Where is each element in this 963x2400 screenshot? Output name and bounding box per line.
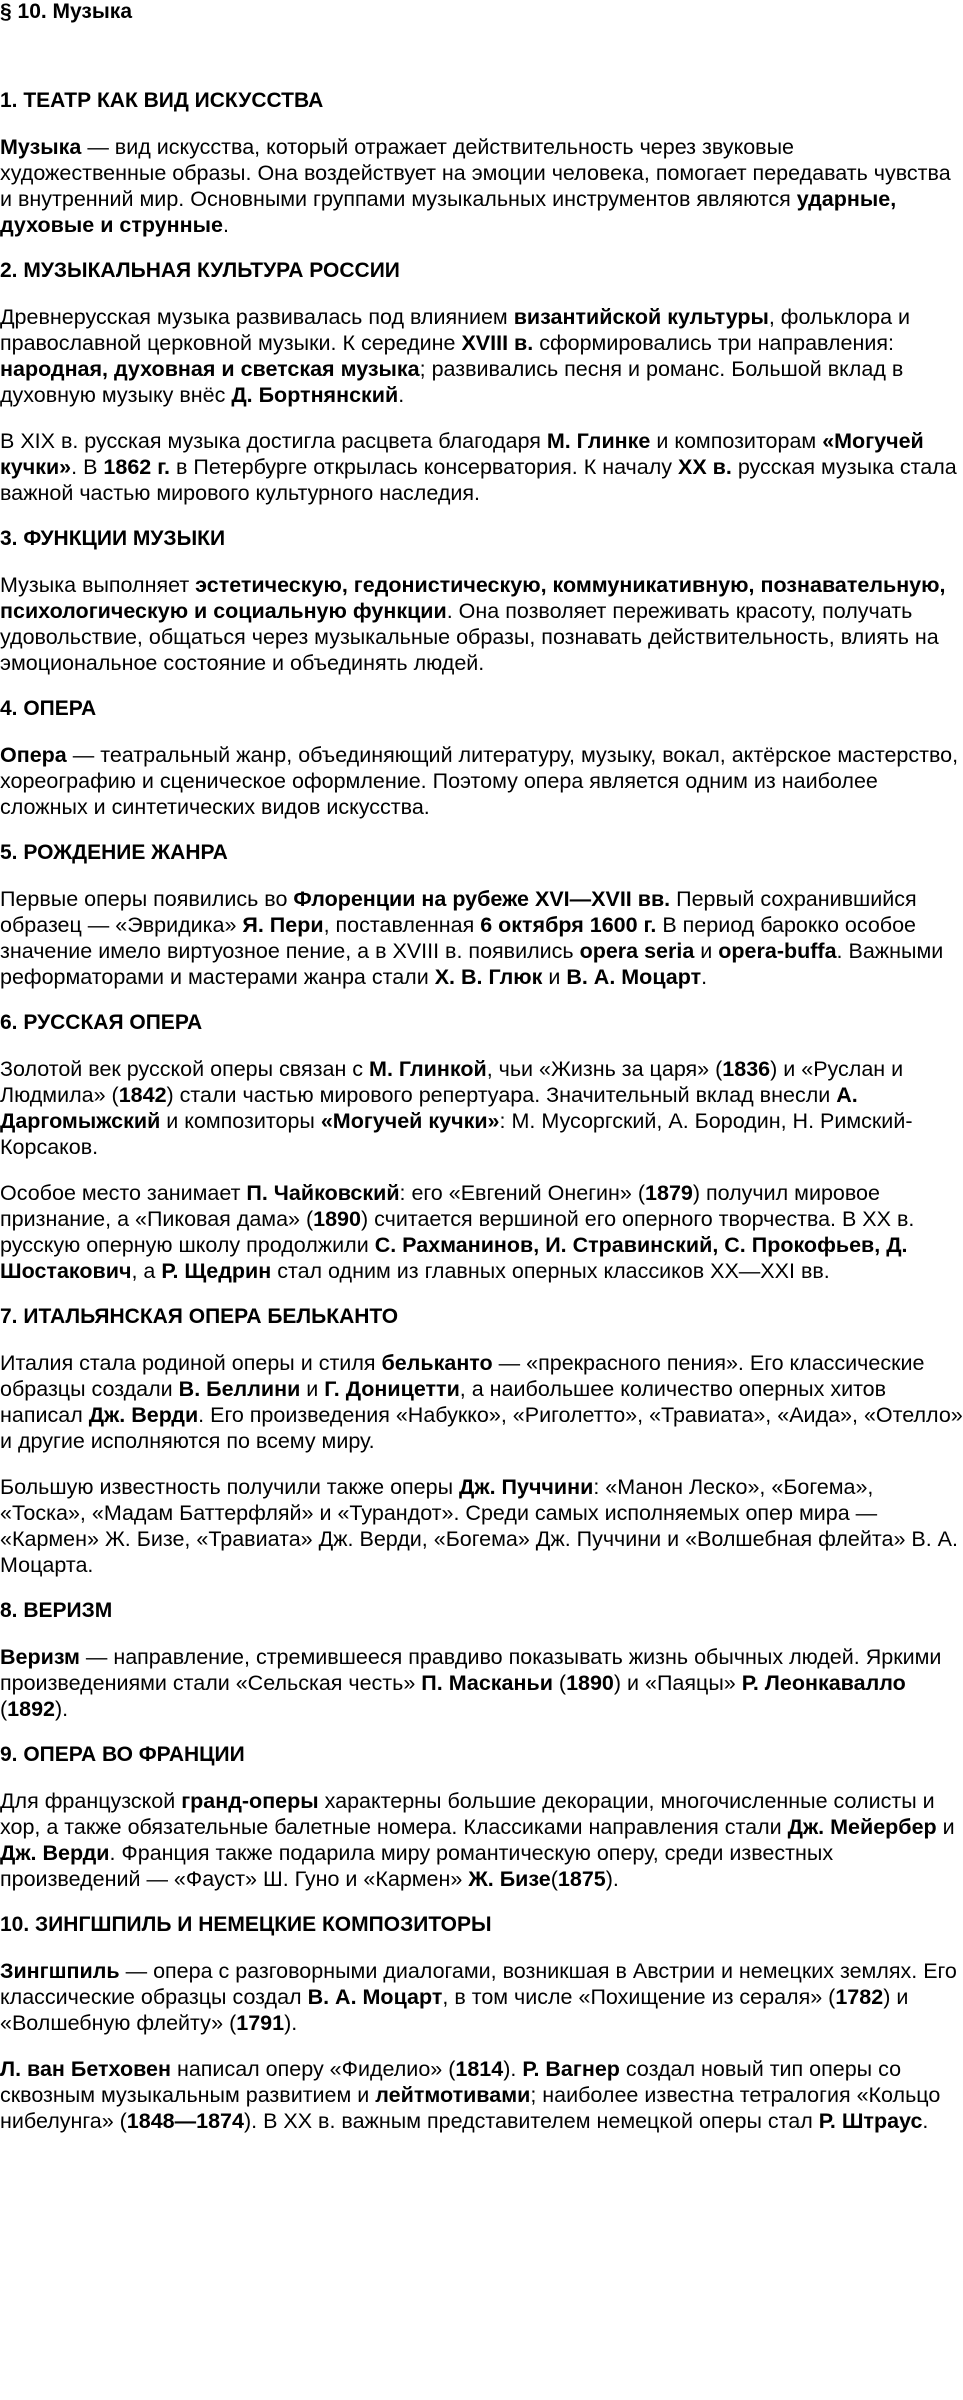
bold-text: В. Беллини — [178, 1377, 301, 1401]
text-run: и композиторы — [160, 1109, 321, 1133]
paragraph — [0, 886, 963, 990]
paragraph — [0, 428, 963, 506]
section-heading: 7. ИТАЛЬЯНСКАЯ ОПЕРА БЕЛЬКАНТО — [0, 1305, 399, 1328]
bold-text: 1782 — [835, 1985, 884, 2009]
section-heading: 1. ТЕАТР КАК ВИД ИСКУССТВА — [0, 89, 324, 112]
bold-text: 1879 — [645, 1181, 693, 1205]
text-run: . Франция также подарила миру романтическую оперу, среди известных произведений — «Фауст» Ш. Гуно и «Кармен» — [0, 1841, 834, 1891]
bold-text: Зингшпиль — [0, 1959, 120, 1983]
bold-text: Опера — [0, 743, 67, 767]
bold-text: Ж. Бизе — [468, 1867, 551, 1891]
text-run: , поставленная — [323, 913, 481, 937]
text-run: : М. Мусоргский, А. Бородин, Н. Римский-Корсаков. — [0, 1109, 913, 1159]
bold-text: М. Глинкой — [369, 1057, 487, 1081]
section — [0, 1010, 963, 1284]
text-run: ) считается вершиной его оперного творчества. В XX в. русскую оперную школу продолжили — [0, 1207, 915, 1257]
text-run: и — [300, 1377, 325, 1401]
text-run: . — [701, 965, 708, 989]
text-run: сформировались три направления: — [533, 331, 894, 355]
paragraph — [0, 134, 963, 238]
text-run: : его «Евгений Онегин» ( — [399, 1181, 646, 1205]
text-run: — опера с разговорными диалогами, возникшая в Австрии и немецких землях. Его классические образцы создал — [0, 1959, 957, 2009]
text-run: . Важными реформаторами и мастерами жанра стали — [0, 939, 944, 989]
text-run: , чьи «Жизнь за царя» ( — [486, 1057, 723, 1081]
text-run: ). — [55, 1697, 69, 1721]
text-run: ) и «Волшебную флейту» ( — [0, 1985, 909, 2035]
text-run: ( — [550, 1867, 558, 1891]
section — [0, 1742, 963, 1892]
text-run: — театральный жанр, объединяющий литературу, музыку, вокал, актёрское мастерство, хореографию и сценическое оформление. Поэтому опера является одним из наиболее сложных и синтетических видов искусства. — [0, 743, 959, 819]
section — [0, 88, 963, 238]
bold-text: Р. Щедрин — [161, 1259, 272, 1283]
text-run: и — [542, 965, 567, 989]
bold-text: Р. Штраус — [818, 2109, 923, 2133]
section-heading: 9. ОПЕРА ВО ФРАНЦИИ — [0, 1743, 245, 1766]
text-run: и — [936, 1815, 955, 1839]
section — [0, 526, 963, 676]
section-heading: 8. ВЕРИЗМ — [0, 1599, 113, 1622]
text-run: , фольклора и православной церковной музыки. К середине — [0, 305, 911, 355]
section-heading: 4. ОПЕРА — [0, 697, 97, 720]
bold-text: А. Даргомыжский — [0, 1083, 858, 1133]
text-run: ) и «Паяцы» — [613, 1671, 742, 1695]
bold-text: «Могучей кучки» — [0, 429, 924, 479]
text-run: ) получил мировое признание, а «Пиковая дама» ( — [0, 1181, 880, 1231]
text-run: — «прекрасного пения». Его классические образцы создали — [0, 1351, 925, 1401]
text-run: , в том числе «Похищение из сераля» ( — [442, 1985, 836, 2009]
bold-text: В. А. Моцарт — [566, 965, 702, 989]
bold-text: XX в. — [677, 455, 732, 479]
text-run: характерны большие декорации, многочисленные солисты и хор, а также обязательные балетные номера. Классиками направления стали — [0, 1789, 935, 1839]
text-run: . — [222, 213, 229, 237]
paragraph — [0, 1180, 963, 1284]
text-run: русская музыка стала важной частью мирового культурного наследия. — [0, 455, 957, 505]
text-run: ). — [503, 2057, 523, 2081]
bold-text: 1842 — [118, 1083, 167, 1107]
text-run: Первые оперы появились во — [0, 887, 294, 911]
bold-text: Р. Леонкавалло — [741, 1671, 906, 1695]
text-run: : «Манон Леско», «Богема», «Тоска», «Мадам Баттерфляй» и «Турандот». Среди самых исполняемых опер мира — «Кармен» Ж. Бизе, «Травиата» Дж. Верди, «Богема» Дж. Пуччини и «Волшебная флейта» В. А. Моцарта. — [0, 1475, 958, 1577]
bold-text: Музыка — [0, 135, 82, 159]
bold-text: opera-buffa — [718, 939, 837, 963]
bold-text: 1890 — [313, 1207, 361, 1231]
text-run: . В — [71, 455, 104, 479]
bold-text: лейтмотивами — [375, 2083, 531, 2107]
text-run: В XIX в. русская музыка достигла расцвета благодаря — [0, 429, 547, 453]
bold-text: бельканто — [381, 1351, 493, 1375]
paragraph — [0, 1644, 963, 1722]
document-body — [0, 88, 963, 2154]
bold-text: византийской культуры — [513, 305, 769, 329]
section-heading: 5. РОЖДЕНИЕ ЖАНРА — [0, 841, 228, 864]
text-run: . Она позволяет переживать красоту, получать удовольствие, общаться через музыкальные образы, познавать действительность, влиять на эмоциональное состояние и объединять людей. — [0, 599, 939, 675]
text-run: ). — [605, 1867, 619, 1891]
paragraph — [0, 1958, 963, 2036]
section — [0, 840, 963, 990]
text-run: и композиторам — [650, 429, 823, 453]
text-run: Музыка выполняет — [0, 573, 196, 597]
section-heading: 2. МУЗЫКАЛЬНАЯ КУЛЬТУРА РОССИИ — [0, 259, 400, 282]
bold-text: «Могучей кучки» — [320, 1109, 500, 1133]
text-run: ) и «Руслан и Людмила» ( — [0, 1057, 904, 1107]
text-run: . — [398, 383, 405, 407]
section-heading: 10. ЗИНГШПИЛЬ И НЕМЕЦКИЕ КОМПОЗИТОРЫ — [0, 1913, 492, 1936]
bold-text: Дж. Верди — [0, 1841, 110, 1865]
bold-text: opera seria — [579, 939, 695, 963]
section — [0, 1598, 963, 1722]
bold-text: Я. Пери — [242, 913, 324, 937]
text-run: Первый сохранившийся образец — «Эвридика» — [0, 887, 917, 937]
bold-text: 1836 — [722, 1057, 771, 1081]
section — [0, 696, 963, 820]
text-run: В период барокко особое значение имело виртуозное пение, а в XVIII в. появились — [0, 913, 917, 963]
bold-text: Дж. Верди — [88, 1403, 199, 1427]
bold-text: 1892 — [7, 1697, 56, 1721]
section-heading: 6. РУССКАЯ ОПЕРА — [0, 1011, 203, 1034]
bold-text: 1862 г. — [103, 455, 170, 479]
bold-text: М. Глинке — [546, 429, 651, 453]
bold-text: Р. Вагнер — [522, 2057, 620, 2081]
text-run: и — [694, 939, 719, 963]
section — [0, 258, 963, 506]
text-run: ( — [0, 1697, 8, 1721]
bold-text: 6 октября 1600 г. — [480, 913, 657, 937]
text-run: Большую известность получили также оперы — [0, 1475, 460, 1499]
bold-text: Х. В. Глюк — [434, 965, 543, 989]
bold-text: Дж. Пуччини — [459, 1475, 594, 1499]
text-run: . — [922, 2109, 929, 2133]
bold-text: В. А. Моцарт — [307, 1985, 443, 2009]
bold-text: XVIII в. — [461, 331, 534, 355]
bold-text: гранд-оперы — [181, 1789, 319, 1813]
paragraph — [0, 1474, 963, 1578]
bold-text: П. Чайковский — [246, 1181, 400, 1205]
text-run: ; наиболее известна тетралогия «Кольцо нибелунга» ( — [0, 2083, 941, 2133]
text-run: ). — [284, 2011, 298, 2035]
bold-text: 1875 — [557, 1867, 606, 1891]
page-title: § 10. Музыка — [0, 0, 132, 23]
bold-text: 1848—1874 — [126, 2109, 244, 2133]
paragraph — [0, 742, 963, 820]
text-run: ). В XX в. важным представителем немецкой оперы стал — [243, 2109, 819, 2133]
bold-text: Г. Доницетти — [324, 1377, 460, 1401]
text-run: Для французской — [0, 1789, 182, 1813]
bold-text: Д. Бортнянский — [231, 383, 399, 407]
text-run: создал новый тип оперы со сквозным музыкальным развитием и — [0, 2057, 902, 2107]
paragraph — [0, 2056, 963, 2134]
section — [0, 1304, 963, 1578]
paragraph — [0, 304, 963, 408]
section-heading: 3. ФУНКЦИИ МУЗЫКИ — [0, 527, 226, 550]
text-run: написал оперу «Фиделио» ( — [170, 2057, 456, 2081]
text-run: Золотой век русской оперы связан с — [0, 1057, 370, 1081]
text-run: стал одним из главных оперных классиков XX—XXI вв. — [271, 1259, 830, 1283]
text-run: Италия стала родиной оперы и стиля — [0, 1351, 382, 1375]
bold-text: Флоренции на рубеже XVI—XVII вв. — [293, 887, 671, 911]
bold-text: 1890 — [566, 1671, 614, 1695]
section — [0, 1912, 963, 2134]
text-run: — направление, стремившееся правдиво показывать жизнь обычных людей. Яркими произведениями стали «Сельская честь» — [0, 1645, 942, 1695]
paragraph — [0, 1056, 963, 1160]
text-run: — вид искусства, который отражает действительность через звуковые художественные образы. Она воздействует на эмоции человека, помогает передавать чувства и внутренний мир. Основными группами музыкальных инструментов являются — [0, 135, 951, 211]
text-run: Древнерусская музыка развивалась под влиянием — [0, 305, 514, 329]
text-run: . Его произведения «Набукко», «Риголетто», «Травиата», «Аида», «Отелло» и другие исполняются по всему миру. — [0, 1403, 963, 1453]
text-run: , а наибольшее количество оперных хитов написал — [0, 1377, 887, 1427]
bold-text: народная, духовная и светская музыка — [0, 357, 420, 381]
bold-text: 1814 — [455, 2057, 504, 2081]
text-run: ; развивались песня и романс. Большой вклад в духовную музыку внёс — [0, 357, 904, 407]
paragraph — [0, 1788, 963, 1892]
bold-text: П. Масканьи — [421, 1671, 553, 1695]
paragraph — [0, 572, 963, 676]
bold-text: эстетическую, гедонистическую, коммуникативную, познавательную, психологическую и социальную функции — [0, 573, 946, 623]
text-run: в Петербурге открылась консерватория. К началу — [170, 455, 678, 479]
bold-text: Веризм — [0, 1645, 80, 1669]
text-run: ) стали частью мирового репертуара. Значительный вклад внесли — [166, 1083, 837, 1107]
paragraph — [0, 1350, 963, 1454]
text-run: , а — [131, 1259, 162, 1283]
bold-text: ударные, духовые и струнные — [0, 187, 897, 237]
bold-text: С. Рахманинов, И. Стравинский, С. Прокофьев, Д. Шостакович — [0, 1233, 908, 1283]
bold-text: 1791 — [236, 2011, 285, 2035]
text-run: Особое место занимает — [0, 1181, 247, 1205]
bold-text: Л. ван Бетховен — [0, 2057, 171, 2081]
text-run: ( — [552, 1671, 567, 1695]
bold-text: Дж. Мейербер — [787, 1815, 937, 1839]
